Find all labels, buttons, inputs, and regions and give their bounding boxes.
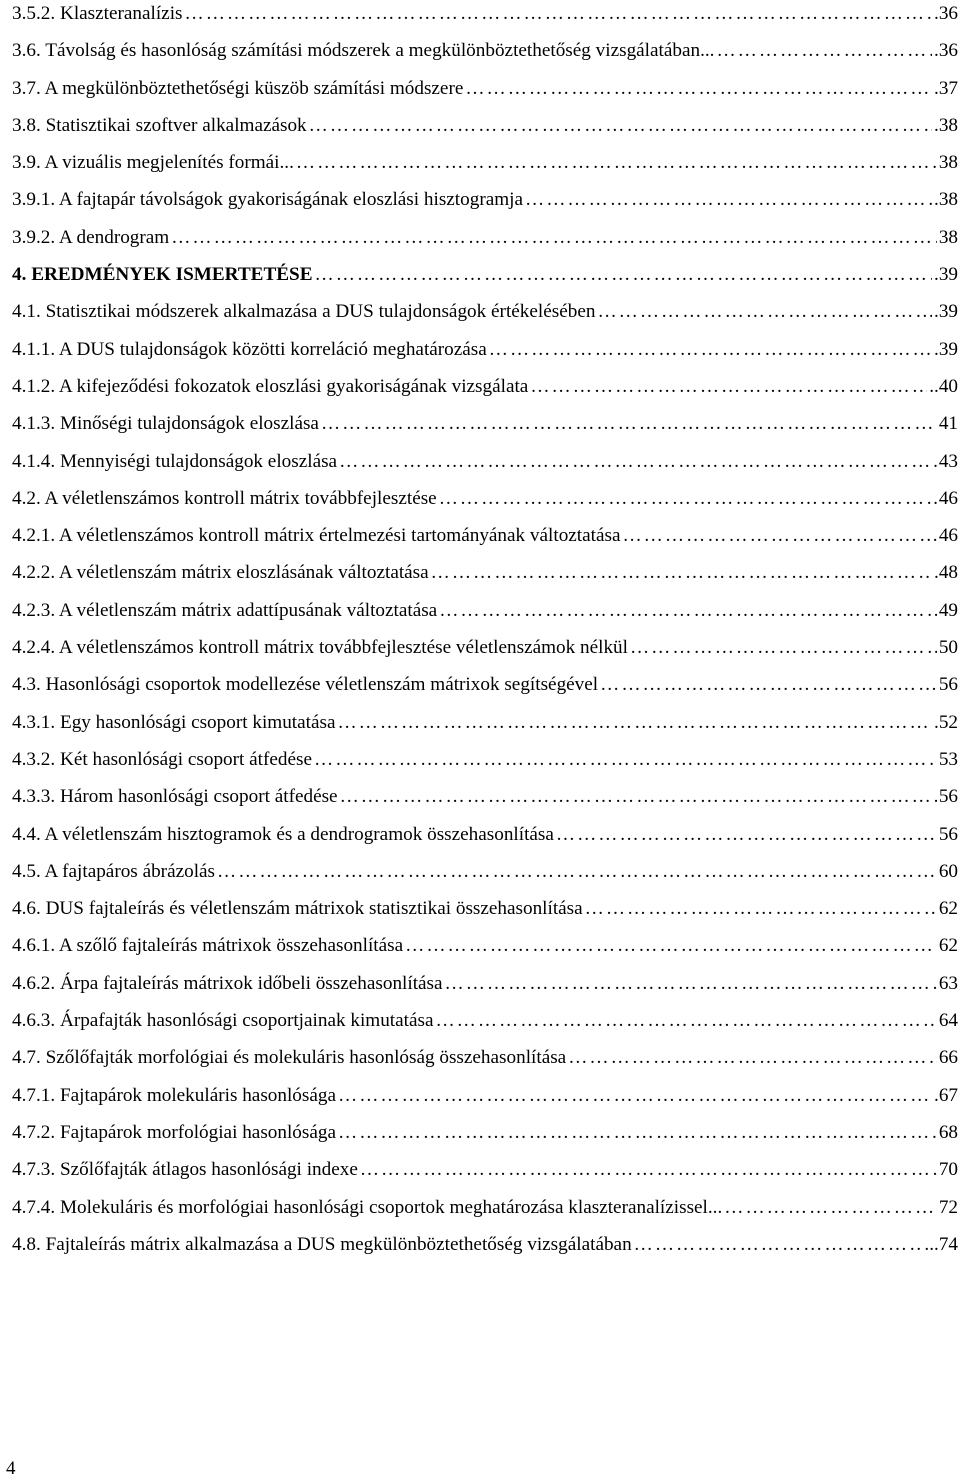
toc-entry-text: A dendrogram [58, 226, 170, 248]
toc-entry [12, 75, 958, 112]
toc-entry-number: 4.2. [12, 487, 41, 509]
toc-entry-title [12, 410, 319, 438]
toc-entry-text: A megkülönböztethetőségi küszöb számítási módszere [44, 77, 464, 99]
toc-entry-text: A véletlenszám mátrix eloszlásának változtatása [58, 562, 429, 584]
toc-entry [12, 373, 958, 410]
toc-entry [12, 1231, 958, 1268]
toc-entry [12, 112, 958, 149]
toc-entry-text: A véletlenszámos kontroll mátrix továbbfejlesztése véletlenszámok nélkül [58, 637, 628, 659]
toc-dot-leader [171, 224, 937, 252]
toc-entry-number: 3.6. [12, 40, 41, 62]
toc-entry-number: 4.6.1. [12, 935, 56, 957]
toc-entry-text: Molekuláris és morfológiai hasonlósági csoportok meghatározása klaszteranalízissel... [59, 1196, 723, 1218]
toc-entry [12, 895, 958, 932]
toc-entry [12, 709, 958, 746]
toc-entry-title [12, 895, 583, 923]
toc-entry [12, 597, 958, 634]
toc-entry-text: Távolság és hasonlóság számítási módszerek a megkülönböztethetőség vizsgálatában... [45, 40, 715, 62]
toc-entry-title [12, 746, 312, 774]
toc-entry-page: .39 [934, 338, 958, 360]
toc-entry-number: 3.7. [12, 77, 41, 99]
toc-entry-number: 4.3.3. [12, 786, 56, 808]
toc-dot-leader [296, 149, 937, 177]
toc-entry-page: 46 [938, 487, 958, 509]
toc-entry-title [12, 373, 528, 401]
toc-entry-title [12, 1231, 632, 1259]
toc-entry-title [12, 634, 628, 662]
toc-entry-page: 53 [938, 748, 958, 770]
toc-entry-title [12, 821, 554, 849]
toc-entry-page: 49 [938, 599, 958, 621]
toc-entry-title [12, 261, 313, 289]
toc-dot-leader [339, 448, 937, 476]
toc-entry-page: .52 [934, 711, 958, 733]
toc-entry-title [12, 1007, 433, 1035]
toc-entry-page: 63 [938, 972, 958, 994]
toc-entry-title [12, 37, 714, 65]
toc-dot-leader [337, 709, 932, 737]
toc-dot-leader [600, 671, 937, 699]
toc-entry [12, 559, 958, 596]
toc-entry-text: Fajtaleírás mátrix alkalmazása a DUS megkülönböztethetőség vizsgálatában [45, 1233, 632, 1255]
toc-entry [12, 1044, 958, 1081]
toc-entry-number: 4.2.2. [12, 562, 56, 584]
toc-entry-text: Három hasonlósági csoport átfedése [59, 786, 338, 808]
toc-entry-page: 62 [938, 935, 958, 957]
toc-dot-leader [321, 410, 937, 438]
toc-entry-page: 56 [938, 823, 958, 845]
toc-entry-page: 41 [938, 413, 958, 435]
toc-entry-text: A DUS tulajdonságok közötti korreláció meghatározása [58, 338, 487, 360]
toc-entry-title [12, 1082, 336, 1110]
toc-entry-text: A kifejeződési fokozatok eloszlási gyakoriságának vizsgálata [58, 375, 529, 397]
toc-entry [12, 858, 958, 895]
toc-entry-page: ...74 [924, 1233, 958, 1255]
toc-entry [12, 671, 958, 708]
toc-entry [12, 0, 958, 37]
toc-dot-leader [568, 1044, 937, 1072]
toc-dot-leader [634, 1231, 923, 1259]
toc-entry-title [12, 75, 463, 103]
toc-entry-page: 38 [938, 152, 958, 174]
toc-entry-number: 4.6. [12, 898, 41, 920]
toc-entry [12, 37, 958, 74]
toc-entry-title [12, 970, 443, 998]
toc-entry-title [12, 448, 337, 476]
toc-entry-text: Hasonlósági csoportok modellezése véletlenszám mátrixok segítségével [45, 674, 599, 696]
toc-entry-number: 4.1.1. [12, 338, 56, 360]
toc-entry-page: 56 [938, 786, 958, 808]
toc-entry [12, 1194, 958, 1231]
toc-entry-number: 3.9. [12, 152, 41, 174]
toc-dot-leader [445, 970, 937, 998]
toc-entry-number: 3.9.1. [12, 189, 56, 211]
toc-entry-page: 66 [938, 1047, 958, 1069]
toc-entry-title [12, 783, 338, 811]
toc-entry-number: 3.8. [12, 114, 41, 136]
toc-entry-page: 46 [938, 525, 958, 547]
toc-entry-text: Árpa fajtaleírás mátrixok időbeli összehasonlítása [59, 972, 443, 994]
toc-entry-text: Egy hasonlósági csoport kimutatása [59, 711, 336, 733]
toc-entry [12, 1082, 958, 1119]
toc-entry-title [12, 485, 437, 513]
toc-entry-page: 64 [938, 1010, 958, 1032]
toc-entry-number: 4.8. [12, 1233, 41, 1255]
toc-entry [12, 336, 958, 373]
toc-entry-page: .37 [934, 77, 958, 99]
toc-entry-text: Szőlőfajták morfológiai és molekuláris hasonlóság összehasonlítása [45, 1047, 567, 1069]
toc-entry [12, 970, 958, 1007]
toc-entry-text: A vizuális megjelenítés formái... [44, 152, 294, 174]
toc-entry [12, 1007, 958, 1044]
toc-dot-leader [338, 1119, 937, 1147]
toc-entry-title [12, 224, 169, 252]
toc-entry-title [12, 0, 183, 28]
toc-entry [12, 821, 958, 858]
toc-entry [12, 746, 958, 783]
toc-entry-number: 4.3. [12, 674, 41, 696]
toc-entry-text: Fajtapárok molekuláris hasonlósága [59, 1084, 336, 1106]
toc-entry-text: Szőlőfajták átlagos hasonlósági indexe [59, 1159, 358, 1181]
toc-dot-leader [405, 932, 937, 960]
toc-entry [12, 1156, 958, 1193]
toc-dot-leader [435, 1007, 936, 1035]
toc-entry-number: 4.1.3. [12, 413, 56, 435]
toc-entry [12, 634, 958, 671]
toc-entry-title [12, 709, 335, 737]
toc-entry-number: 4.6.3. [12, 1010, 56, 1032]
toc-entry-number: 4.7.1. [12, 1084, 56, 1106]
toc-entry-title [12, 336, 487, 364]
toc-entry-number: 4.7.3. [12, 1159, 56, 1181]
toc-entry-text: EREDMÉNYEK ISMERTETÉSE [31, 264, 313, 286]
toc-dot-leader [724, 1194, 937, 1222]
toc-entry-number: 4. [12, 264, 27, 286]
toc-entry-page: .36 [934, 40, 958, 62]
toc-dot-leader [439, 597, 937, 625]
toc-entry-title [12, 1119, 336, 1147]
toc-entry-text: Minőségi tulajdonságok eloszlása [59, 413, 319, 435]
toc-entry [12, 448, 958, 485]
toc-dot-leader [338, 1082, 932, 1110]
toc-dot-leader [431, 559, 932, 587]
toc-entry-page: 68 [938, 1121, 958, 1143]
toc-dot-leader [465, 75, 932, 103]
toc-entry-text: Árpafajták hasonlósági csoportjainak kimutatása [59, 1010, 434, 1032]
toc-entry-page: .67 [934, 1084, 958, 1106]
toc-entry-title [12, 858, 215, 886]
toc-entry-number: 3.5.2. [12, 3, 56, 24]
toc-entry-title [12, 1044, 566, 1072]
toc-dot-leader [217, 858, 937, 886]
toc-dot-leader [585, 895, 937, 923]
toc-dot-leader [525, 186, 932, 214]
toc-entry-page: 38 [938, 226, 958, 248]
toc-entry-text: A véletlenszám mátrix adattípusának változtatása [58, 599, 438, 621]
toc-entry-number: 4.3.2. [12, 748, 56, 770]
toc-entry [12, 410, 958, 447]
toc-entry-page: .39 [934, 301, 958, 323]
toc-entry-page: .36 [934, 3, 958, 24]
toc-entry-title [12, 932, 403, 960]
toc-dot-leader [630, 634, 937, 662]
toc-entry-text: A véletlenszám hisztogramok és a dendrogramok összehasonlítása [44, 823, 554, 845]
toc-entry-number: 4.5. [12, 860, 41, 882]
toc-dot-leader [597, 298, 932, 326]
toc-entry-text: Statisztikai szoftver alkalmazások [45, 114, 307, 136]
toc-entry-page: 70 [938, 1159, 958, 1181]
toc-entry-title [12, 186, 523, 214]
toc-entry-text: Két hasonlósági csoport átfedése [59, 748, 312, 770]
toc-dot-leader [340, 783, 937, 811]
toc-entry-title [12, 298, 595, 326]
toc-entry-page: 60 [938, 860, 958, 882]
toc-entry-title [12, 112, 307, 140]
toc-dot-leader [622, 522, 936, 550]
toc-entry-page: 56 [938, 674, 958, 696]
toc-entry-number: 4.1.4. [12, 450, 56, 472]
toc-entry-number: 4.2.1. [12, 525, 56, 547]
toc-entry-page: ..40 [929, 375, 958, 397]
toc-dot-leader [489, 336, 932, 364]
toc-entry-text: A szőlő fajtaleírás mátrixok összehasonlítása [58, 935, 404, 957]
toc-entry-text: Statisztikai módszerek alkalmazása a DUS tulajdonságok értékelésében [45, 301, 596, 323]
toc-dot-leader [716, 37, 932, 65]
toc-entry-page: .38 [934, 114, 958, 136]
toc-entry-page: 72 [938, 1196, 958, 1218]
toc-entry-number: 4.7. [12, 1047, 41, 1069]
toc-entry-title [12, 1156, 358, 1184]
table-of-contents [12, 0, 958, 1268]
toc-entry-number: 4.6.2. [12, 972, 56, 994]
toc-entry-number: 4.1.2. [12, 375, 56, 397]
toc-entry [12, 186, 958, 223]
toc-entry [12, 298, 958, 335]
toc-entry-number: 4.3.1. [12, 711, 56, 733]
toc-dot-leader [439, 485, 937, 513]
toc-entry-page: 62 [938, 898, 958, 920]
toc-entry [12, 1119, 958, 1156]
toc-entry-number: 4.2.4. [12, 637, 56, 659]
page-number: 4 [6, 1458, 16, 1479]
toc-entry [12, 522, 958, 559]
toc-dot-leader [360, 1156, 937, 1184]
toc-entry-title [12, 1194, 722, 1222]
toc-entry-text: Fajtapárok morfológiai hasonlósága [59, 1121, 336, 1143]
toc-entry-text: A véletlenszámos kontroll mátrix továbbfejlesztése [44, 487, 437, 509]
toc-entry-title [12, 559, 429, 587]
toc-entry-page: .38 [934, 189, 958, 211]
toc-entry-page: 50 [938, 637, 958, 659]
toc-entry-page: 43 [938, 450, 958, 472]
toc-entry-title [12, 597, 437, 625]
toc-entry-number: 4.7.4. [12, 1196, 56, 1218]
toc-entry [12, 932, 958, 969]
toc-entry-number: 4.1. [12, 301, 41, 323]
toc-entry-title [12, 671, 598, 699]
toc-entry-text: Mennyiségi tulajdonságok eloszlása [59, 450, 338, 472]
toc-dot-leader [530, 373, 927, 401]
toc-dot-leader [185, 0, 933, 28]
toc-dot-leader [556, 821, 937, 849]
toc-entry [12, 783, 958, 820]
toc-entry-text: A fajtapáros ábrázolás [44, 860, 216, 882]
toc-entry-number: 4.7.2. [12, 1121, 56, 1143]
toc-entry-number: 4.4. [12, 823, 41, 845]
toc-dot-leader [314, 746, 937, 774]
toc-entry-page: .48 [934, 562, 958, 584]
toc-entry-text: DUS fajtaleírás és véletlenszám mátrixok statisztikai összehasonlítása [45, 898, 583, 920]
toc-dot-leader [309, 112, 932, 140]
toc-entry-text: A fajtapár távolságok gyakoriságának eloszlási hisztogramja [58, 189, 524, 211]
toc-entry-text: Klaszteranalízis [59, 3, 183, 24]
toc-entry-number: 4.2.3. [12, 599, 56, 621]
toc-entry [12, 149, 958, 186]
toc-dot-leader [315, 261, 932, 289]
toc-entry-title [12, 149, 294, 177]
toc-entry-number: 3.9.2. [12, 226, 56, 248]
toc-entry [12, 224, 958, 261]
toc-entry [12, 261, 958, 298]
toc-entry-text: A véletlenszámos kontroll mátrix értelmezési tartományának változtatása [58, 525, 621, 547]
toc-entry-page: .39 [934, 264, 958, 286]
toc-entry [12, 485, 958, 522]
toc-entry-title [12, 522, 620, 550]
